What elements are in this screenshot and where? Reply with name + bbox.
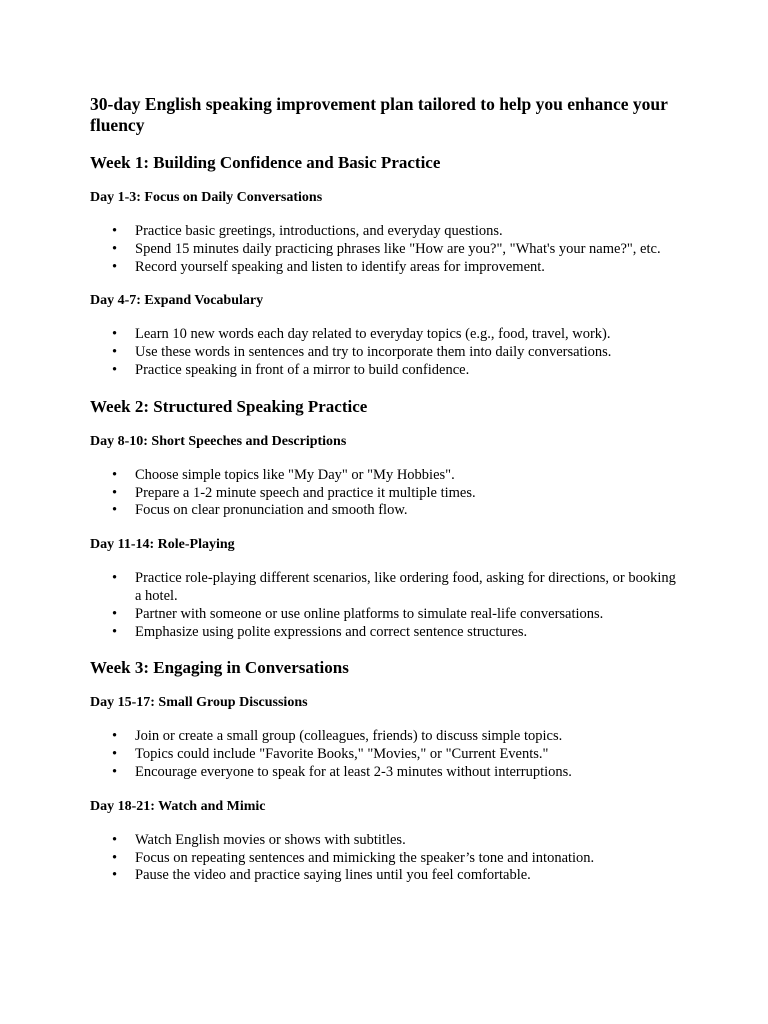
week-section bbox=[90, 396, 678, 642]
list-item bbox=[90, 326, 678, 344]
list-item bbox=[90, 241, 678, 259]
bullet-icon: • bbox=[112, 623, 118, 640]
list-item bbox=[90, 485, 678, 503]
list-item-text: Join or create a small group (colleagues, friends) to discuss simple topics. bbox=[135, 728, 563, 745]
week-title: Week 3: Engaging in Conversations bbox=[90, 658, 349, 678]
list-item bbox=[90, 764, 678, 782]
day-title: Day 18-21: Watch and Mimic bbox=[90, 798, 266, 814]
week-title: Week 2: Structured Speaking Practice bbox=[90, 396, 368, 416]
bullet-icon: • bbox=[112, 361, 118, 378]
bullet-icon: • bbox=[112, 867, 118, 884]
list-item bbox=[90, 728, 678, 746]
bullet-icon: • bbox=[112, 746, 118, 763]
bullet-icon: • bbox=[112, 502, 118, 519]
bullet-icon: • bbox=[112, 344, 118, 361]
list-item bbox=[90, 850, 678, 868]
bullet-list bbox=[90, 832, 678, 885]
bullet-icon: • bbox=[112, 466, 118, 483]
list-item-text: Spend 15 minutes daily practicing phrases like "How are you?", "What's your name?", etc. bbox=[135, 240, 661, 257]
day-title: Day 15-17: Small Group Discussions bbox=[90, 695, 308, 711]
list-item bbox=[90, 467, 678, 485]
bullet-list bbox=[90, 467, 678, 520]
bullet-icon: • bbox=[112, 326, 118, 343]
list-item-text: Learn 10 new words each day related to everyday topics (e.g., food, travel, work). bbox=[135, 326, 611, 343]
week-title: Week 1: Building Confidence and Basic Practice bbox=[90, 153, 441, 172]
bullet-icon: • bbox=[112, 570, 118, 587]
list-item bbox=[90, 344, 678, 362]
list-item-text: Encourage everyone to speak for at least 2-3 minutes without interruptions. bbox=[135, 763, 572, 780]
bullet-icon: • bbox=[112, 240, 118, 257]
list-item bbox=[90, 832, 678, 850]
list-item-text: Use these words in sentences and try to incorporate them into daily conversations. bbox=[135, 344, 612, 361]
day-title: Day 4-7: Expand Vocabulary bbox=[90, 293, 264, 309]
day-title: Day 1-3: Focus on Daily Conversations bbox=[90, 190, 323, 205]
list-item bbox=[90, 867, 678, 885]
bullet-icon: • bbox=[112, 605, 118, 622]
list-item bbox=[90, 259, 678, 277]
list-item bbox=[90, 362, 678, 380]
bullet-list bbox=[90, 223, 678, 276]
list-item bbox=[90, 502, 678, 520]
list-item-text: Practice speaking in front of a mirror to build confidence. bbox=[135, 361, 470, 378]
list-item-text: Choose simple topics like "My Day" or "My Hobbies". bbox=[135, 466, 455, 483]
bullet-icon: • bbox=[112, 223, 118, 239]
week-section bbox=[90, 152, 678, 380]
list-item-text: Practice basic greetings, introductions, and everyday questions. bbox=[135, 223, 503, 239]
bullet-list bbox=[90, 570, 678, 641]
document-title: 30-day English speaking improvement plan tailored to help you enhance your fluency bbox=[90, 94, 668, 135]
bullet-icon: • bbox=[112, 258, 118, 275]
bullet-icon: • bbox=[112, 849, 118, 866]
list-item bbox=[90, 746, 678, 764]
week-section bbox=[90, 657, 678, 885]
list-item-text: Pause the video and practice saying lines until you feel comfortable. bbox=[135, 867, 531, 884]
list-item-text: Focus on clear pronunciation and smooth flow. bbox=[135, 502, 408, 519]
list-item bbox=[90, 606, 678, 624]
bullet-icon: • bbox=[112, 763, 118, 780]
list-item-text: Partner with someone or use online platforms to simulate real-life conversations. bbox=[135, 605, 604, 622]
bullet-list bbox=[90, 326, 678, 379]
list-item bbox=[90, 624, 678, 642]
list-item-text: Prepare a 1-2 minute speech and practice it multiple times. bbox=[135, 484, 476, 501]
list-item-text: Watch English movies or shows with subtitles. bbox=[135, 831, 406, 848]
list-item-text: Emphasize using polite expressions and correct sentence structures. bbox=[135, 623, 528, 640]
day-title: Day 8-10: Short Speeches and Descriptions bbox=[90, 433, 347, 449]
bullet-list bbox=[90, 728, 678, 781]
bullet-icon: • bbox=[112, 831, 118, 848]
list-item-text: Record yourself speaking and listen to identify areas for improvement. bbox=[135, 258, 545, 275]
list-item-text: Practice role-playing different scenarios, like ordering food, asking for directions, or booking a hotel. bbox=[135, 570, 676, 604]
day-title: Day 11-14: Role-Playing bbox=[90, 537, 235, 553]
bullet-icon: • bbox=[112, 728, 118, 745]
list-item-text: Focus on repeating sentences and mimicking the speaker’s tone and intonation. bbox=[135, 849, 595, 866]
bullet-icon: • bbox=[112, 484, 118, 501]
list-item bbox=[90, 570, 678, 606]
list-item-text: Topics could include "Favorite Books," "Movies," or "Current Events." bbox=[135, 746, 549, 763]
list-item bbox=[90, 223, 678, 241]
